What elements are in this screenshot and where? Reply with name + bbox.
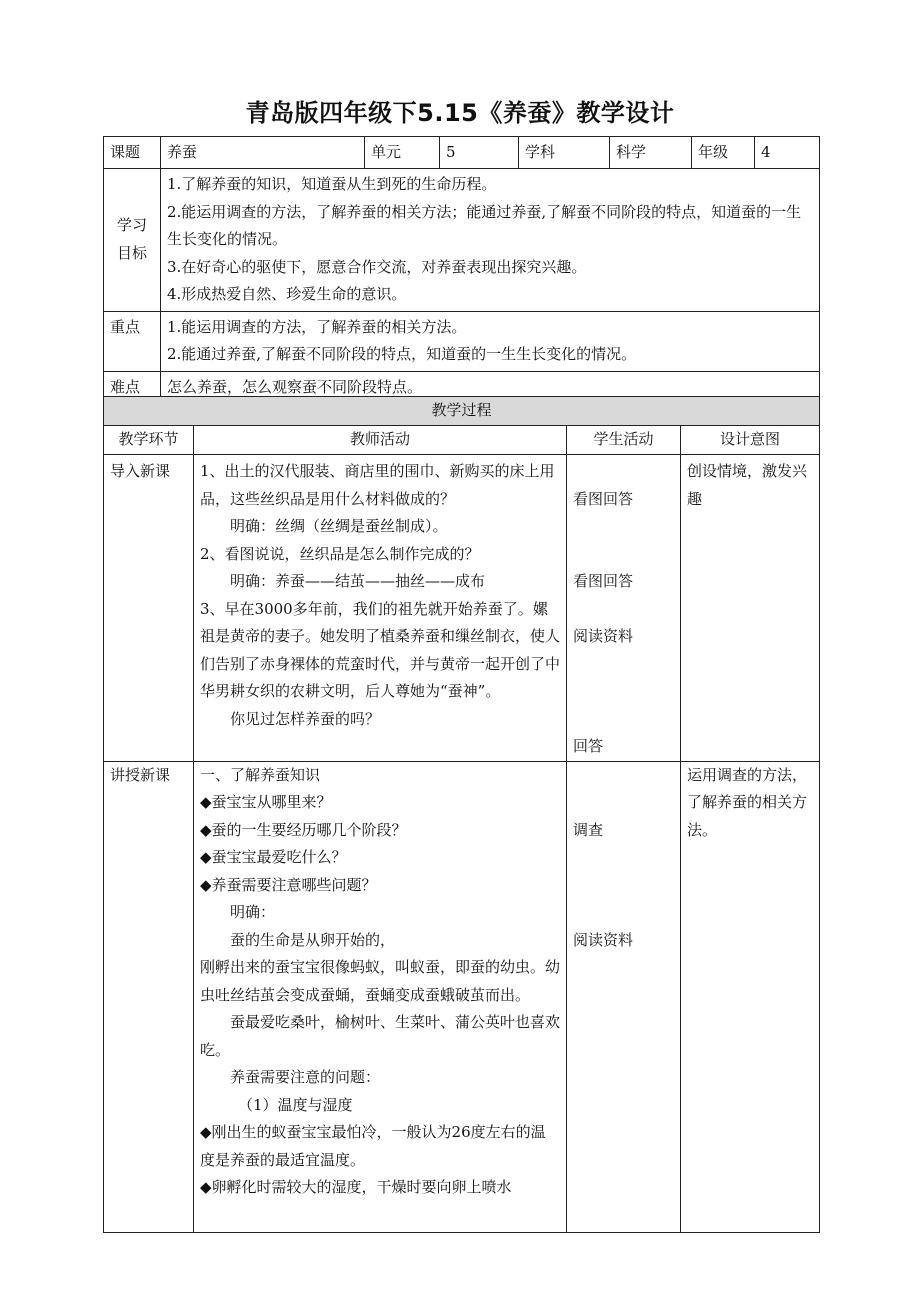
topic-value: 养蚕	[161, 137, 365, 169]
header-student: 学生活动	[567, 426, 681, 455]
header-intent: 设计意图	[681, 426, 820, 455]
goal-item: 2.能运用调查的方法，了解养蚕的相关方法；能通过养蚕,了解蚕不同阶段的特点，知道蚕的一生生长变化的情况。	[167, 202, 802, 248]
difficulty-label: 难点	[104, 371, 161, 404]
keypoints-label: 重点	[104, 311, 161, 371]
keypoints-list	[161, 311, 820, 371]
process-title-row	[104, 397, 820, 426]
subject-value: 科学	[610, 137, 692, 169]
intro-row	[104, 455, 820, 762]
process-title: 教学过程	[104, 397, 820, 426]
keypoint-item: 2.能通过养蚕,了解蚕不同阶段的特点，知道蚕的一生生长变化的情况。	[167, 345, 637, 363]
process-header-row	[104, 426, 820, 455]
keypoints-row	[104, 311, 820, 371]
goals-list	[161, 169, 820, 312]
header-stage: 教学环节	[104, 426, 194, 455]
lesson-teacher: 一、了解养蚕知识 ◆蚕宝宝从哪里来？ ◆蚕的一生要经历哪几个阶段？ ◆蚕宝宝最爱吃什么？ ◆养蚕需要注意哪些问题？ 明确： 蚕的生命是从卵开始的， 刚孵出来的蚕宝宝很像蚂蚁，叫蚁蚕，即蚕的幼虫。幼虫吐丝结茧会变成蚕蛹，蚕蛹变成蚕蛾破茧而出。 蚕最爱吃桑叶，榆树叶、生菜叶、蒲公英叶也喜欢吃。 养蚕需要注意的问题： （1）温度与湿度 ◆刚出生的蚁蚕宝宝最怕冷，一般认为26度左右的温度是养蚕的最适宜温度。 ◆卵孵化时需较大的湿度，干燥时要向卵上喷水	[194, 761, 567, 1232]
goals-label: 学习 目标	[104, 169, 161, 312]
info-row	[104, 137, 820, 169]
goal-item: 3.在好奇心的驱使下，愿意合作交流，对养蚕表现出探究兴趣。	[167, 257, 587, 276]
topic-label: 课题	[104, 137, 161, 169]
grade-value: 4	[755, 137, 820, 169]
unit-label: 单元	[365, 137, 440, 169]
difficulty-text: 怎么养蚕，怎么观察蚕不同阶段特点。	[161, 371, 820, 404]
grade-label: 年级	[692, 137, 755, 169]
goals-row	[104, 169, 820, 312]
intro-teacher: 1、出土的汉代服装、商店里的围巾、新购买的床上用品，这些丝织品是用什么材料做成的？ 明确：丝绸（丝绸是蚕丝制成）。 2、看图说说，丝织品是怎么制作完成的？ 明确：养蚕——结茧——抽丝——成布 3、早在3000多年前，我们的祖先就开始养蚕了。嫘祖是黄帝的妻子。她发明了植桑养蚕和缫丝制衣，使人们告别了赤身裸体的荒蛮时代，并与黄帝一起开创了中华男耕女织的农耕文明，后人尊她为“蚕神”。 你见过怎样养蚕的吗？	[194, 455, 567, 762]
lesson-stage: 讲授新课	[104, 761, 194, 1232]
lesson-intent: 运用调查的方法，了解养蚕的相关方法。	[681, 761, 820, 1232]
unit-value: 5	[440, 137, 519, 169]
process-table	[103, 396, 820, 1233]
page-title: 青岛版四年级下5.15《养蚕》教学设计	[245, 99, 675, 127]
goal-item: 1.了解养蚕的知识，知道蚕从生到死的生命历程。	[167, 175, 497, 193]
goal-item: 4.形成热爱自然、珍爱生命的意识。	[167, 285, 407, 303]
intro-intent: 创设情境，激发兴趣	[681, 455, 820, 762]
intro-student: 看图回答 看图回答 阅读资料 回答	[567, 455, 681, 762]
keypoint-item: 1.能运用调查的方法，了解养蚕的相关方法。	[167, 317, 467, 336]
lesson-row	[104, 761, 820, 1232]
lesson-student: 调查 阅读资料	[567, 761, 681, 1232]
header-teacher: 教师活动	[194, 426, 567, 455]
info-table	[103, 136, 820, 404]
subject-label: 学科	[519, 137, 610, 169]
intro-stage: 导入新课	[104, 455, 194, 762]
